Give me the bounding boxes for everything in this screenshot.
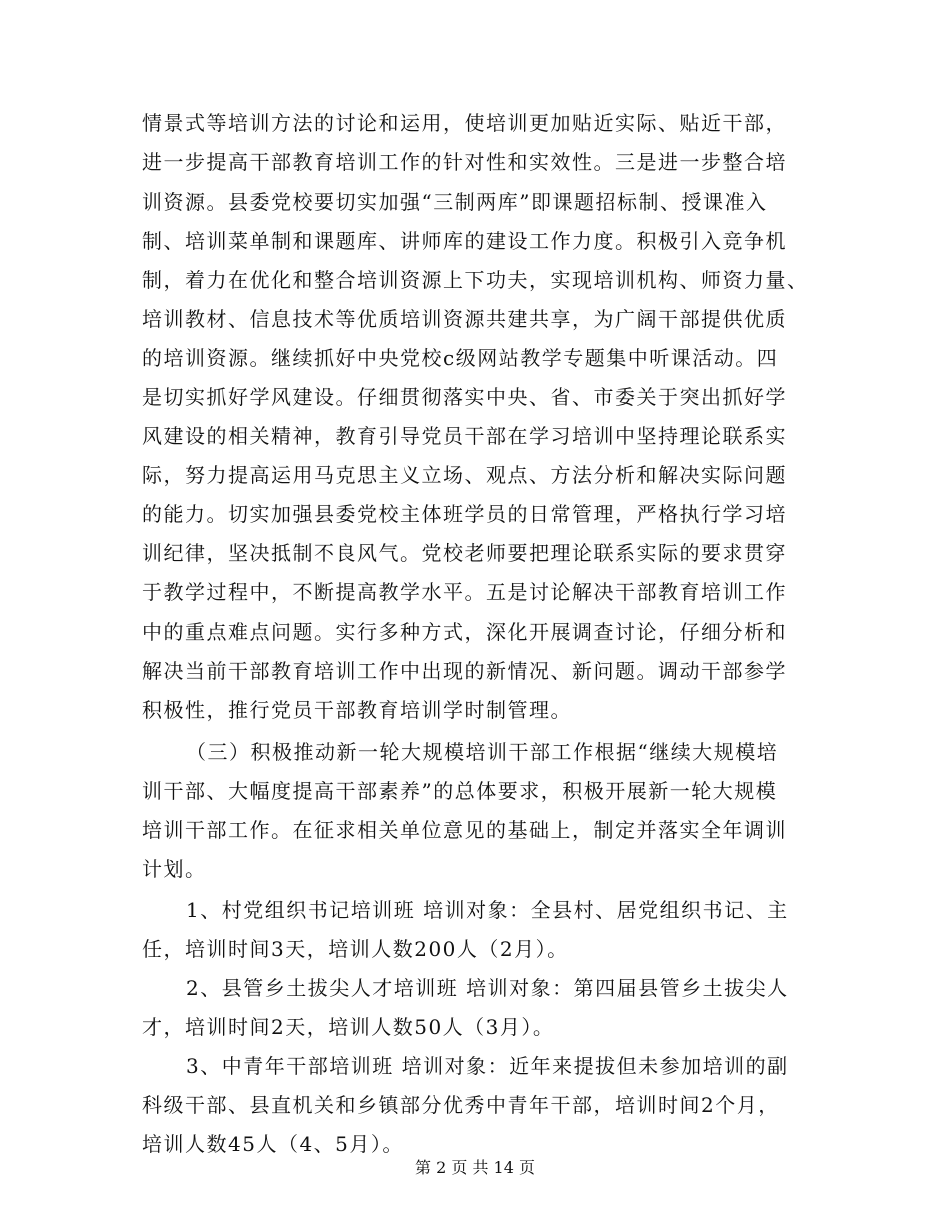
list-item-line: 1、村党组织书记培训班 培训对象：全县村、居党组织书记、主 bbox=[186, 898, 789, 922]
text-line: 培训干部工作。在征求相关单位意见的基础上，制定并落实全年调训 bbox=[142, 818, 787, 842]
section-heading-line: （三）积极推动新一轮大规模培训干部工作根据“继续大规模培 bbox=[186, 740, 779, 764]
text-line: 际，努力提高运用马克思主义立场、观点、方法分析和解决实际问题 bbox=[142, 463, 787, 487]
text-line: 制、培训菜单制和课题库、讲师库的建设工作力度。积极引入竞争机 bbox=[142, 229, 787, 253]
text-line: 的能力。切实加强县委党校主体班学员的日常管理，严格执行学习培 bbox=[142, 502, 787, 526]
page-number-footer: 第 2 页 共 14 页 bbox=[415, 1158, 535, 1177]
text-line: 制，着力在优化和整合培训资源上下功夫，实现培训机构、师资力量、 bbox=[142, 268, 809, 292]
text-line: 任，培训时间3天，培训人数200人（2月）。 bbox=[142, 937, 569, 961]
text-line: 解决当前干部教育培训工作中出现的新情况、新问题。调动干部参学 bbox=[142, 659, 787, 683]
list-item-line: 3、中青年干部培训班 培训对象：近年来提拔但未参加培训的副 bbox=[186, 1054, 789, 1078]
text-line: 培训教材、信息技术等优质培训资源共建共享，为广阔干部提供优质 bbox=[142, 307, 787, 331]
text-line: 计划。 bbox=[142, 857, 207, 881]
list-item-line: 2、县管乡土拔尖人才培训班 培训对象：第四届县管乡土拔尖人 bbox=[186, 976, 789, 1000]
text-line: 科级干部、县直机关和乡镇部分优秀中青年干部，培训时间2个月， bbox=[142, 1093, 780, 1117]
text-line: 训纪律，坚决抵制不良风气。党校老师要把理论联系实际的要求贯穿 bbox=[142, 541, 787, 565]
text-line: 于教学过程中，不断提高教学水平。五是讨论解决干部教育培训工作 bbox=[142, 580, 787, 604]
text-line: 风建设的相关精神，教育引导党员干部在学习培训中坚持理论联系实 bbox=[142, 424, 787, 448]
text-line: 是切实抓好学风建设。仔细贯彻落实中央、省、市委关于突出抓好学 bbox=[142, 385, 787, 409]
text-line: 的培训资源。继续抓好中央党校c级网站教学专题集中听课活动。四 bbox=[142, 346, 779, 370]
text-line: 才，培训时间2天，培训人数50人（3月）。 bbox=[142, 1015, 555, 1039]
text-line: 训资源。县委党校要切实加强“三制两库”即课题招标制、授课准入 bbox=[142, 190, 768, 214]
text-line: 培训人数45人（4、5月）。 bbox=[142, 1132, 404, 1156]
text-line: 中的重点难点问题。实行多种方式，深化开展调查讨论，仔细分析和 bbox=[142, 620, 787, 644]
text-line: 积极性，推行党员干部教育培训学时制管理。 bbox=[142, 698, 572, 722]
text-line: 进一步提高干部教育培训工作的针对性和实效性。三是进一步整合培 bbox=[142, 150, 787, 174]
text-line: 情景式等培训方法的讨论和运用，使培训更加贴近实际、贴近干部， bbox=[142, 111, 787, 135]
text-line: 训干部、大幅度提高干部素养”的总体要求，积极开展新一轮大规模 bbox=[142, 779, 778, 803]
